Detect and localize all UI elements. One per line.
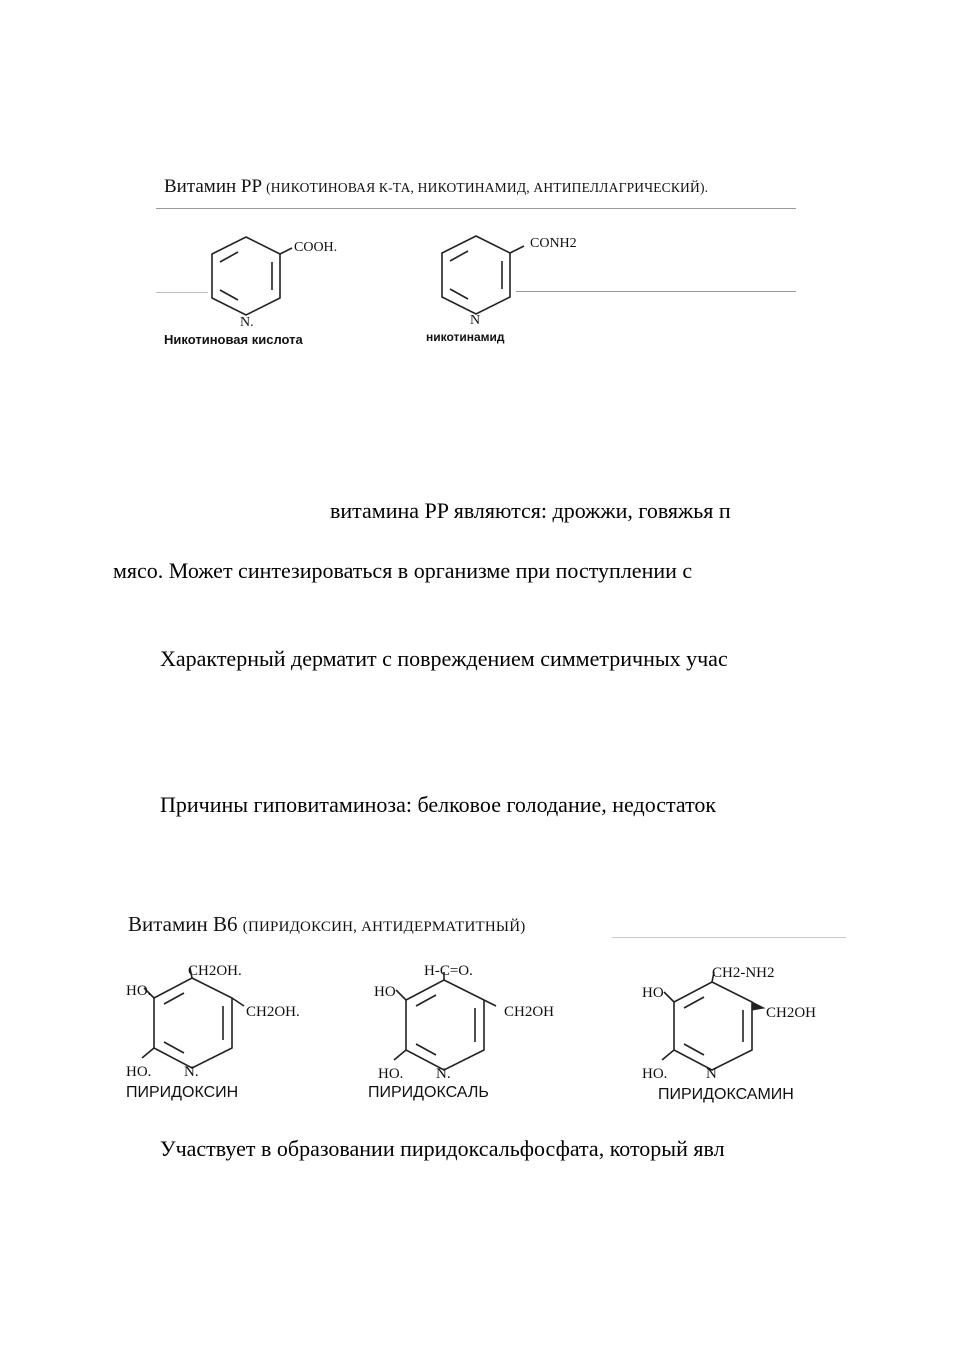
pyridoxal-structure xyxy=(370,958,580,1088)
pyridoxamine-right: CH2OH xyxy=(766,1005,817,1021)
pyridoxal-right: CH2OH xyxy=(504,1004,555,1020)
pyridoxine-structure xyxy=(122,958,332,1088)
pyridoxamine-structure xyxy=(640,958,850,1088)
nicotinamide-caption: никотинамид xyxy=(426,330,505,344)
pyridoxine-left-bottom: HO. xyxy=(126,1064,152,1080)
pyridoxal-left-bottom: HO. xyxy=(378,1066,404,1082)
b6-header-rule xyxy=(612,937,846,938)
pyridoxamine-left-bottom: HO. xyxy=(642,1066,668,1082)
pyridoxal-top: H-C=O. xyxy=(424,963,473,979)
text-line-3: Характерный дерматит с повреждением симметричных учас xyxy=(160,646,728,671)
vitamin-pp-title xyxy=(164,176,708,198)
pyridoxal-caption: ПИРИДОКСАЛЬ xyxy=(368,1084,489,1101)
vitamin-pp-title-main: Витамин PP xyxy=(164,176,262,197)
pyridoxine-caption: ПИРИДОКСИН xyxy=(126,1084,239,1101)
pyridoxal-left-top: HO xyxy=(374,984,396,1000)
vitamin-b6-title-main: Витамин B6 xyxy=(128,912,238,936)
pyridoxamine-top: CH2-NH2 xyxy=(712,965,775,981)
nicotinamide-n: N xyxy=(470,313,481,328)
text-line-4: Причины гиповитаминоза: белковое голодание, недостаток xyxy=(160,792,717,817)
pyridoxamine-left-top: HO xyxy=(642,985,664,1001)
text-line-2: мясо. Может синтезироваться в организме при поступлении с xyxy=(113,558,693,583)
pyridoxamine-n: N xyxy=(706,1066,717,1082)
nicotinic-acid-caption: Никотиновая кислота xyxy=(164,332,303,347)
pyridoxal-n: N. xyxy=(436,1066,451,1082)
pyridoxine-n: N. xyxy=(184,1064,199,1080)
nicotinamide-group: CONH2 xyxy=(530,236,577,251)
pyridoxine-top: CH2OH. xyxy=(188,963,242,979)
text-line-5: Участвует в образовании пиридоксальфосфата, который явл xyxy=(160,1136,725,1161)
nicotinic-acid-group: COOH. xyxy=(294,240,338,255)
pyridoxine-right: CH2OH. xyxy=(246,1004,300,1020)
vitamin-b6-title xyxy=(128,912,525,937)
pp-header-rule xyxy=(156,208,796,209)
nicotinic-acid-n: N. xyxy=(240,315,254,330)
pyridoxamine-caption: ПИРИДОКСАМИН xyxy=(658,1086,794,1103)
pyridoxine-left-top: HO. xyxy=(126,983,152,999)
text-line-1: витамина PP являются: дрожжи, говяжья п xyxy=(330,498,731,523)
nicotinic-acid-structure xyxy=(200,230,360,330)
vitamin-pp-title-sub: (НИКОТИНОВАЯ К-ТА, НИКОТИНАМИД, АНТИПЕЛЛАГРИЧЕСКИЙ). xyxy=(266,180,709,195)
nicotinamide-structure xyxy=(430,228,600,328)
vitamin-b6-title-sub: (ПИРИДОКСИН, АНТИДЕРМАТИТНЫЙ) xyxy=(242,919,526,935)
